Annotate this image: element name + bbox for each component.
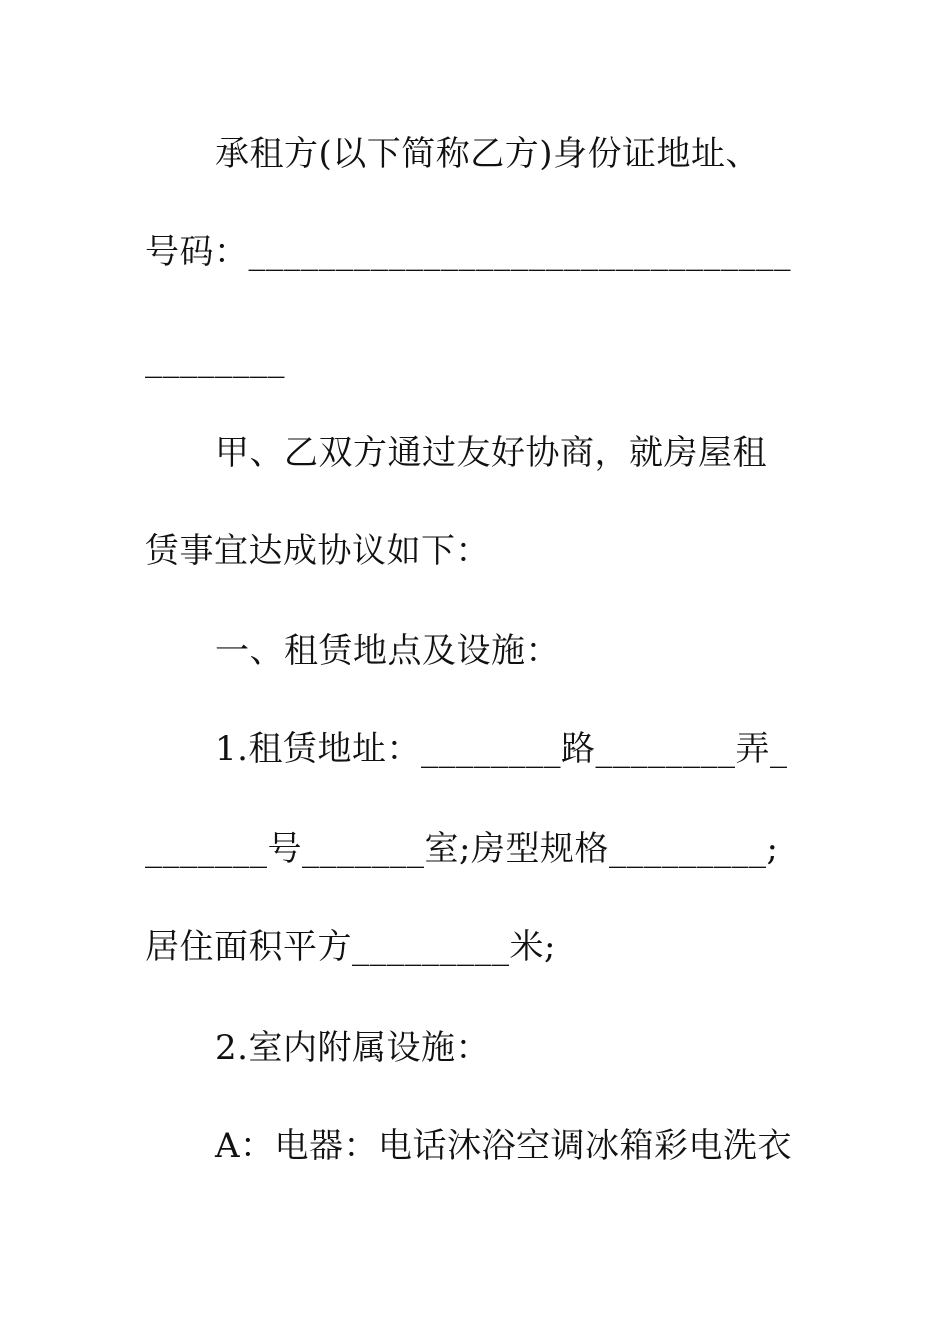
facilities-heading: 2.室内附属设施： — [215, 1028, 490, 1068]
room-spec-line: _______号_______室;房型规格_________; — [145, 829, 779, 869]
id-number-continuation-line: ________ — [145, 339, 285, 379]
lessee-intro-line: 承租方(以下简称乙方)身份证地址、 — [215, 134, 761, 174]
section-one-heading: 一、租赁地点及设施： — [215, 631, 560, 671]
agreement-intro-continuation: 赁事宜达成协议如下： — [145, 531, 490, 571]
living-area-line: 居住面积平方_________米; — [145, 927, 556, 967]
id-number-line: 号码：_______________________________ — [145, 232, 791, 272]
agreement-intro-line: 甲、乙双方通过友好协商，就房屋租 — [215, 433, 767, 473]
appliances-line: A：电器：电话沐浴空调冰箱彩电洗衣 — [215, 1126, 793, 1166]
rental-address-line: 1.租赁地址：________路________弄_ — [215, 729, 788, 769]
